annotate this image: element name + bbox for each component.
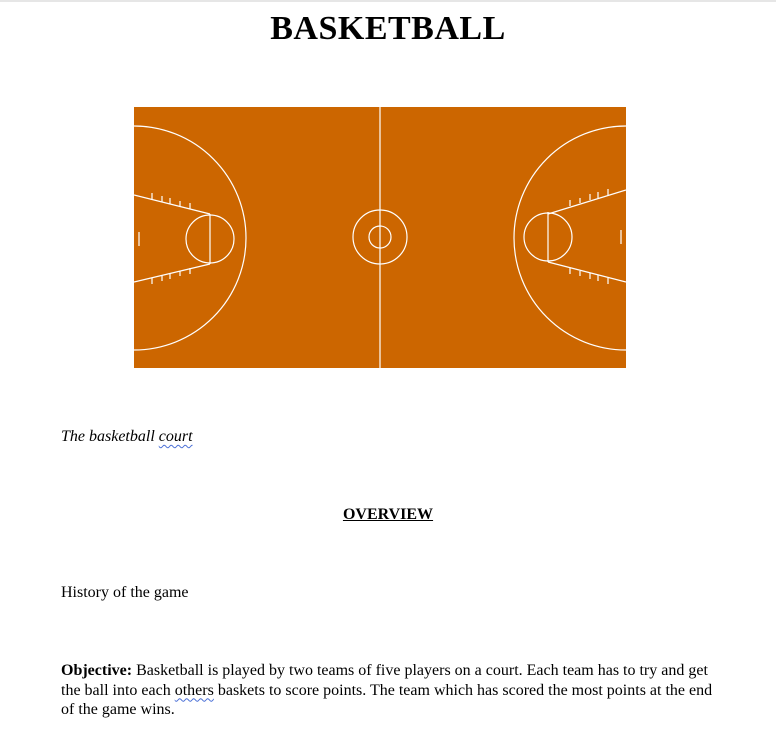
- document-title: BASKETBALL: [270, 10, 506, 47]
- objective-label: Objective:: [61, 662, 133, 679]
- caption-text: The basketball: [61, 428, 159, 445]
- court-caption: [61, 428, 193, 446]
- basketball-court-image: [134, 107, 626, 368]
- objective-paragraph: [61, 661, 721, 720]
- section-heading-overview: OVERVIEW: [342, 506, 434, 523]
- objective-flagged-word[interactable]: others: [174, 681, 214, 699]
- objective-text-part1: Basketball is played by two teams of five players on a court. Each team has to try and get the ball into each: [61, 662, 708, 699]
- history-subheading: History of the game: [61, 584, 189, 601]
- page-top-border: [0, 0, 776, 2]
- caption-flagged-word[interactable]: court: [158, 428, 193, 445]
- objective-text-part2: baskets to score points. The team which has scored the most points at the end of the game wins.: [61, 681, 713, 718]
